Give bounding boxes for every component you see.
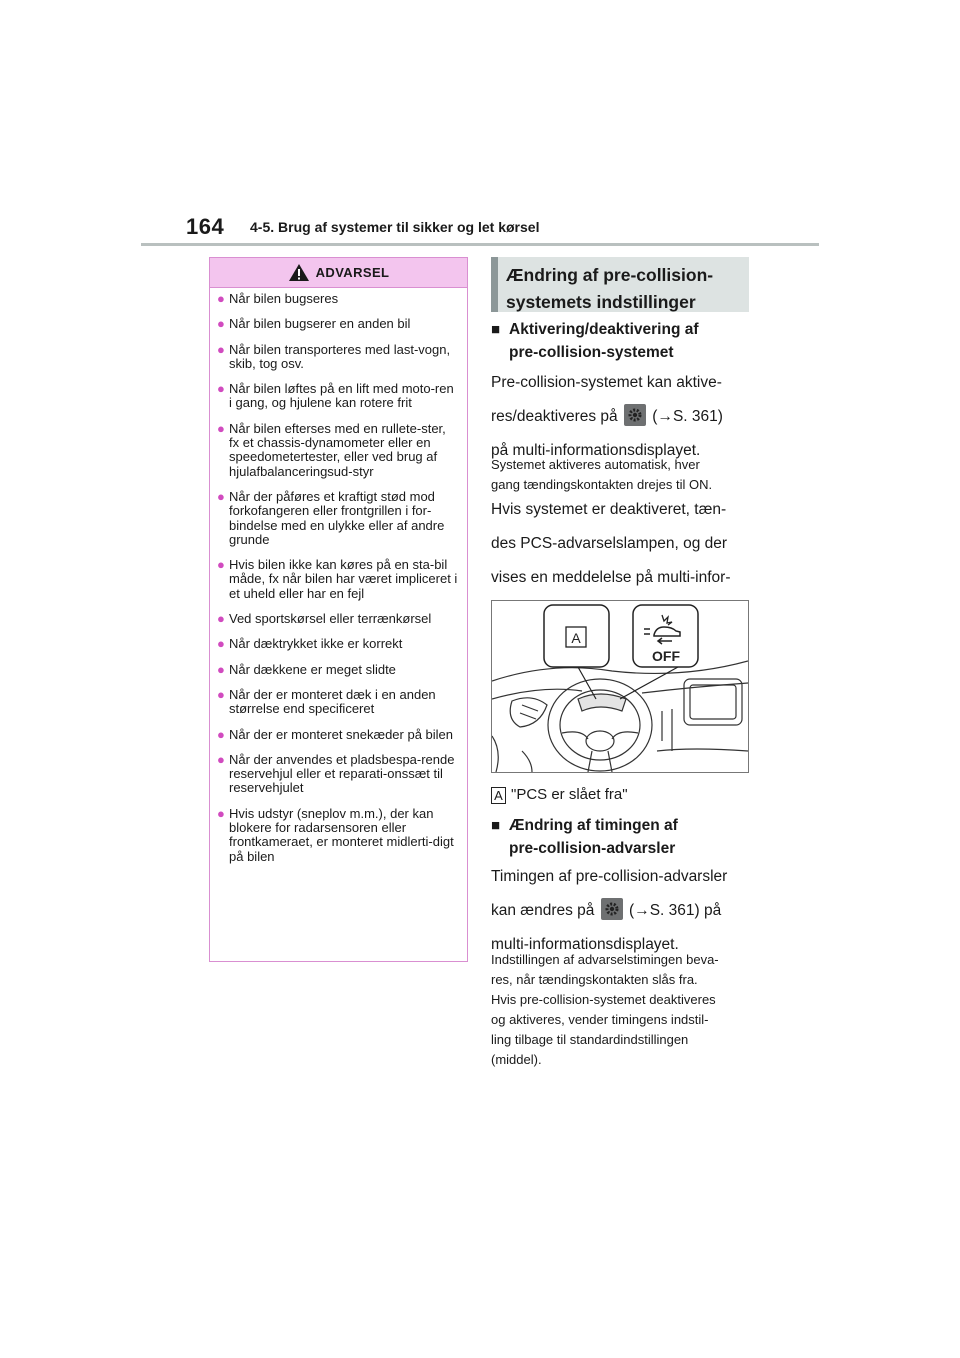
square-bullet-icon: ■ xyxy=(491,817,501,834)
warning-item: ● Når bilen efterses med en rullete-ster, fx et chassis-dynamometer eller en speedometertester, eller ved brug af hjulafbalanceringsud-styr xyxy=(217,420,446,479)
chapter-title: 4-5. Brug af systemer til sikker og let kørsel xyxy=(250,219,540,235)
activation-paragraph-2: Hvis systemet er deaktiveret, tæn- des PCS-advarselslampen, og der vises en meddelelse på multi-infor- xyxy=(491,501,731,586)
warning-item: ● Når der er monteret snekæder på bilen xyxy=(217,726,454,742)
off-label: OFF xyxy=(652,648,680,664)
bullet-icon: ● xyxy=(217,726,225,742)
warning-item: ● Når dækkene er meget slidte xyxy=(217,661,396,677)
warning-triangle-icon xyxy=(288,263,310,282)
bullet-icon: ● xyxy=(217,341,225,357)
warning-item: ● Når der anvendes et pladsbespa-rende reservehjul eller et reparati-onssæt til reservehjulet xyxy=(217,751,455,796)
subheading-activation: ■ Aktivering/deaktivering af pre-collision-systemet xyxy=(491,318,749,364)
warning-item: ● Når der påføres et kraftigt stød mod forkofangeren eller frontgrillen i for-bindelse med en ulykke eller af andre grunde xyxy=(217,488,445,547)
bullet-icon: ● xyxy=(217,316,225,332)
bullet-icon: ● xyxy=(217,751,225,767)
activation-note: Systemet aktiveres automatisk, hver gang tændingskontakten drejes til ON. xyxy=(491,457,713,492)
warning-item: ● Når der er monteret dæk i en anden størrelse end specificeret xyxy=(217,686,436,717)
timing-paragraph: Timingen af pre-collision-advarsler kan ændres på (→S. 361) på multi-informationsdisplayet. xyxy=(491,868,728,953)
section-title: Ændring af pre-collision- systemets indstillinger xyxy=(506,265,714,312)
bullet-icon: ● xyxy=(217,636,225,652)
illustration-caption xyxy=(491,786,628,804)
bullet-icon: ● xyxy=(217,805,225,821)
warning-item: ● Hvis bilen ikke kan køres på en sta-bil måde, fx når bilen har været impliceret i et uheld eller har en fejl xyxy=(217,557,458,601)
page-number: 164 xyxy=(186,214,225,239)
warning-item: ● Når bilen bugseres xyxy=(217,291,339,306)
warning-item: ● Når bilen løftes på en lift med moto-ren i gang, og hjulene kan rotere frit xyxy=(217,381,454,411)
header-divider xyxy=(141,243,819,246)
activation-paragraph: Pre-collision-systemet kan aktive- res/deaktiveres på (→S. 361) på multi-informationsdisplayet. xyxy=(491,374,723,459)
caption-badge: A xyxy=(491,787,506,804)
section-heading-box xyxy=(491,257,749,312)
warning-item: ● Når bilen bugserer en anden bil xyxy=(217,316,411,332)
bullet-icon: ● xyxy=(217,661,225,677)
warning-item: ● Ved sportskørsel eller terrænkørsel xyxy=(217,611,432,627)
bullet-icon: ● xyxy=(217,381,225,397)
warning-header xyxy=(210,258,467,288)
warning-item: ● Når bilen transporteres med last-vogn, skib, tog osv. xyxy=(217,341,451,371)
callout-a-label: A xyxy=(571,630,581,646)
bullet-icon: ● xyxy=(217,488,225,504)
bullet-icon: ● xyxy=(217,611,225,627)
settings-gear-icon xyxy=(601,898,623,920)
subheading-timing: ■ Ændring af timingen af pre-collision-advarsler xyxy=(491,814,749,860)
bullet-icon: ● xyxy=(217,420,225,436)
bullet-icon: ● xyxy=(217,686,225,702)
caption-text: "PCS er slået fra" xyxy=(511,786,628,803)
bullet-icon: ● xyxy=(217,291,225,306)
warning-list xyxy=(210,288,467,864)
settings-gear-icon xyxy=(624,404,646,426)
warning-item: ● Hvis udstyr (sneplov m.m.), der kan blokere for radarsensoren eller frontkameraet, er monteret midlerti-digt på bilen xyxy=(217,805,454,864)
dashboard-drawing xyxy=(492,601,748,772)
square-bullet-icon: ■ xyxy=(491,321,501,338)
timing-note: Indstillingen af advarselstimingen beva- res, når tændingskontakten slås fra. Hvis pre-collision-systemet deaktiveres og aktiveres, vender timingens indstil- ling tilbage til standardindstillingen (middel). xyxy=(491,952,719,1067)
warning-title: ADVARSEL xyxy=(315,265,390,280)
bullet-icon: ● xyxy=(217,557,225,573)
warning-item: ● Når dæktrykket ikke er korrekt xyxy=(217,636,403,652)
warning-box xyxy=(209,257,468,962)
dashboard-illustration xyxy=(491,600,749,773)
